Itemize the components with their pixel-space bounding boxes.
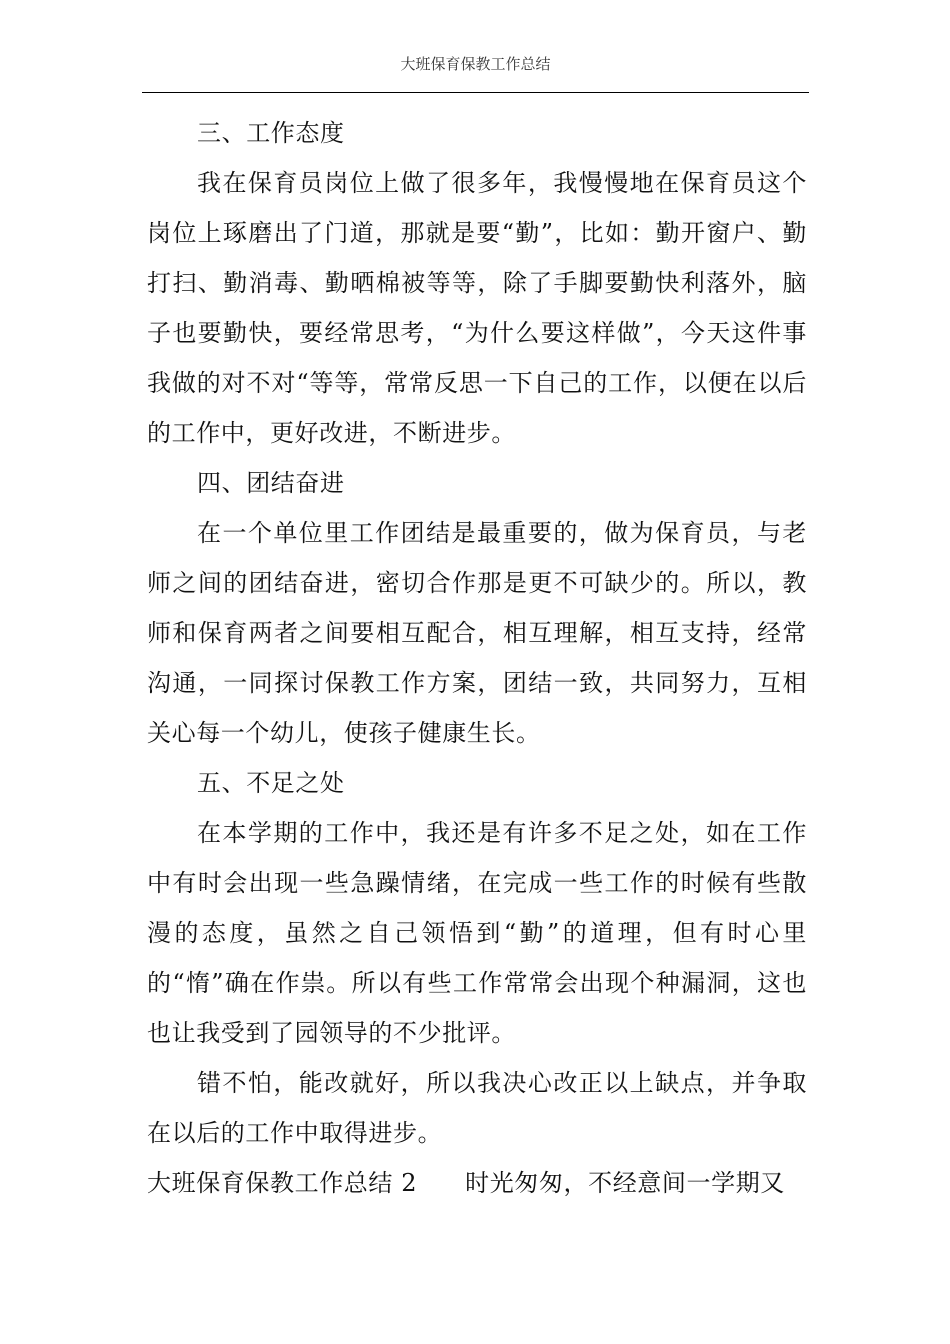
paragraph-improvement: 错不怕，能改就好，所以我决心改正以上缺点，并争取在以后的工作中取得进步。 <box>147 1069 807 1147</box>
paragraph-shortcomings: 在本学期的工作中，我还是有许多不足之处，如在工作中有时会出现一些急躁情绪，在完成一些工作的时候有些散漫的态度，虽然之自己领悟到“勤”的道理，但有时心里的“惰”确在作祟。所以有些工作常常会出现个种漏洞，这也也让我受到了园领导的不少批评。 <box>147 819 807 1047</box>
section-heading-attitude: 三、工作态度 <box>197 119 345 147</box>
next-summary-text: 时光匆匆，不经意间一学期又 <box>465 1169 785 1197</box>
section-heading-shortcomings: 五、不足之处 <box>197 769 345 797</box>
section-heading-unity: 四、团结奋进 <box>197 469 345 497</box>
page-header-title: 大班保育保教工作总结 <box>400 55 551 73</box>
paragraph-unity: 在一个单位里工作团结是最重要的，做为保育员，与老师之间的团结奋进，密切合作那是更不可缺少的。所以，教师和保育两者之间要相互配合，相互理解，相互支持，经常沟通，一同探讨保教工作方案，团结一致，共同努力，互相关心每一个幼儿，使孩子健康生长。 <box>147 519 807 747</box>
header-divider <box>142 92 809 93</box>
paragraph-attitude: 我在保育员岗位上做了很多年，我慢慢地在保育员这个岗位上琢磨出了门道，那就是要“勤”，比如：勤开窗户、勤打扫、勤消毒、勤晒棉被等等，除了手脚要勤快利落外，脑子也要勤快，要经常思考，“为什么要这样做”，今天这件事我做的对不对“等等，常常反思一下自己的工作，以便在以后的工作中，更好改进，不断进步。 <box>147 169 807 447</box>
next-summary-line <box>147 1158 807 1208</box>
next-summary-title: 大班保育保教工作总结 2 <box>147 1169 418 1197</box>
document-body <box>147 108 807 1208</box>
